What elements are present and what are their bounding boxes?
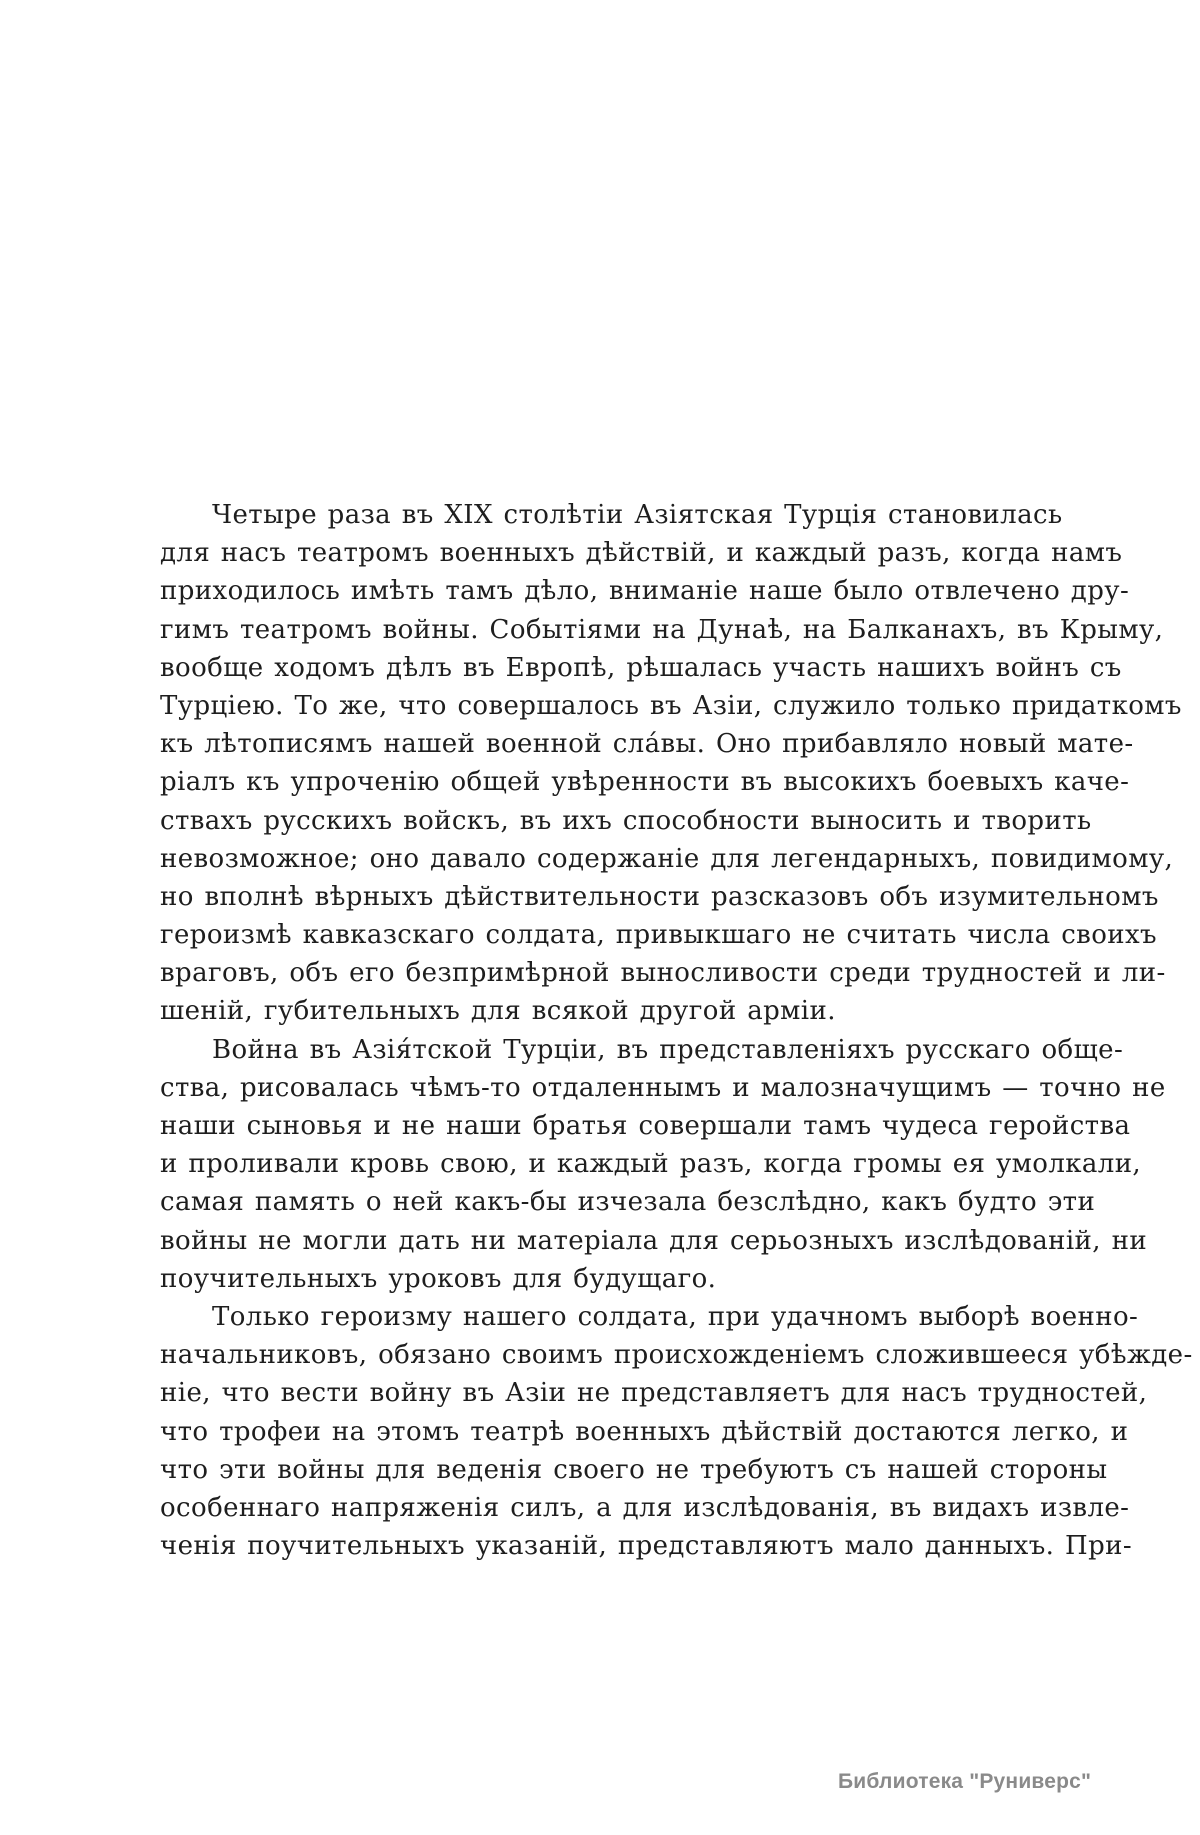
text-line: что трофеи на этомъ театрѣ военныхъ дѣйствій достаются легко, и	[160, 1416, 1129, 1447]
text-line: но вполнѣ вѣрныхъ дѣйствительности разсказовъ объ изумительномъ	[160, 881, 1159, 912]
page-text	[160, 496, 1193, 1565]
text-line: и проливали кровь свою, и каждый разъ, когда громы ея умолкали,	[160, 1149, 1142, 1180]
text-line: особеннаго напряженія силъ, а для изслѣдованія, въ видахъ извле-	[160, 1492, 1130, 1523]
library-watermark: Библиотека "Руниверс"	[838, 1770, 1092, 1793]
text-line: невозможное; оно давало содержаніе для легендарныхъ, повидимому,	[160, 843, 1174, 874]
text-line: ченія поучительныхъ указаній, представляютъ мало данныхъ. При-	[160, 1531, 1133, 1562]
text-line: для насъ театромъ военныхъ дѣйствій, и каждый разъ, когда намъ	[160, 538, 1123, 569]
text-line: вообще ходомъ дѣлъ въ Европѣ, рѣшалась участь нашихъ войнъ съ	[160, 652, 1122, 683]
text-line: ства, рисовалась чѣмъ-то отдаленнымъ и малозначущимъ — точно не	[160, 1072, 1166, 1103]
text-line: героизмѣ кавказскаго солдата, привыкшаго не считать числа своихъ	[160, 920, 1158, 951]
text-line: самая память о ней какъ-бы изчезала безслѣдно, какъ будто эти	[160, 1187, 1096, 1218]
text-line: начальниковъ, обязано своимъ происхожденіемъ сложившееся убѣжде-	[160, 1340, 1193, 1371]
text-line: приходилось имѣть тамъ дѣло, вниманіе наше было отвлечено дру-	[160, 576, 1130, 607]
text-line: Только героизму нашего солдата, при удачномъ выборѣ военно-	[212, 1301, 1139, 1332]
text-line: къ лѣтописямъ нашей военной сла́вы. Оно прибавляло новый мате-	[160, 729, 1134, 760]
text-line: гимъ театромъ войны. Событіями на Дунаѣ, на Балканахъ, въ Крыму,	[160, 614, 1164, 645]
text-line: Война въ Азія́тской Турціи, въ представленіяхъ русскаго обще-	[212, 1034, 1124, 1065]
text-line: войны не могли дать ни матеріала для серьозныхъ изслѣдованій, ни	[160, 1225, 1148, 1256]
text-line: ніе, что вести войну въ Азіи не представляетъ для насъ трудностей,	[160, 1378, 1148, 1409]
text-line: что эти войны для веденія своего не требуютъ съ нашей стороны	[160, 1454, 1108, 1485]
text-line: поучительныхъ уроковъ для будущаго.	[160, 1263, 717, 1294]
text-line: враговъ, объ его безпримѣрной выносливости среди трудностей и ли-	[160, 958, 1166, 989]
text-line: наши сыновья и не наши братья совершали тамъ чудеса геройства	[160, 1111, 1131, 1141]
text-line: Четыре раза въ XIX столѣтіи Азіятская Турція становилась	[212, 500, 1063, 530]
text-line: Турціею. То же, что совершалось въ Азіи, служило только придаткомъ	[160, 690, 1182, 721]
text-line: ствахъ русскихъ войскъ, въ ихъ способности выносить и творить	[160, 805, 1092, 836]
text-line: ріалъ къ упроченію общей увѣренности въ высокихъ боевыхъ каче-	[160, 767, 1130, 798]
text-line: шеній, губительныхъ для всякой другой арміи.	[160, 996, 836, 1027]
